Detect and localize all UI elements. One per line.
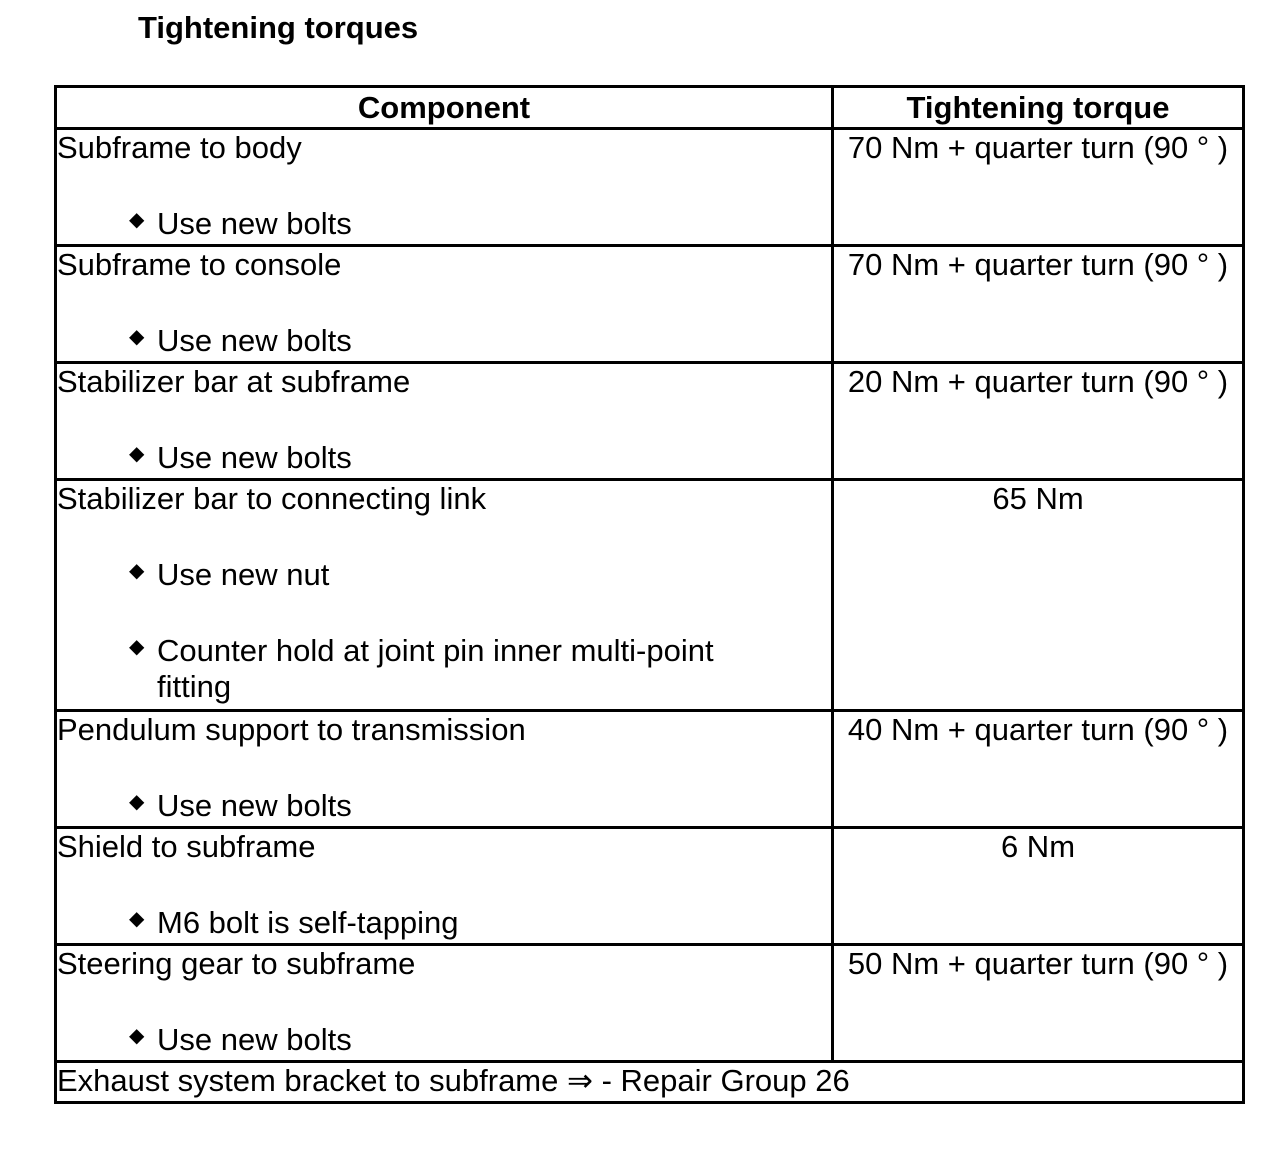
component-cell	[56, 246, 833, 363]
component-name: Subframe to body	[57, 130, 302, 165]
note-item	[57, 905, 831, 941]
torque-value: 40 Nm + quarter turn (90 ° )	[833, 711, 1244, 828]
torque-value: 6 Nm	[833, 828, 1244, 945]
component-cell	[56, 129, 833, 246]
note-text: Use new nut	[157, 557, 330, 592]
note-item	[57, 557, 831, 593]
component-cell	[56, 711, 833, 828]
component-cell	[56, 945, 833, 1062]
note-text: Use new bolts	[157, 1022, 352, 1057]
diamond-bullet-icon: ◆	[129, 1025, 145, 1047]
torque-value: 70 Nm + quarter turn (90 ° )	[833, 246, 1244, 363]
note-text: Use new bolts	[157, 206, 352, 241]
table-row	[56, 945, 1244, 1062]
footer-text: Exhaust system bracket to subframe	[57, 1063, 559, 1098]
note-text: Use new bolts	[157, 788, 352, 823]
note-text: Counter hold at joint pin inner multi-point fitting	[157, 633, 714, 704]
note-item	[57, 1022, 831, 1058]
diamond-bullet-icon: ◆	[129, 560, 145, 582]
note-item	[57, 323, 831, 359]
table-row	[56, 711, 1244, 828]
diamond-bullet-icon: ◆	[129, 791, 145, 813]
footer-cell	[56, 1062, 1244, 1103]
torque-value: 65 Nm	[833, 480, 1244, 711]
note-text: M6 bolt is self-tapping	[157, 905, 459, 940]
note-item	[57, 788, 831, 824]
diamond-bullet-icon: ◆	[129, 636, 145, 658]
table-row	[56, 246, 1244, 363]
diamond-bullet-icon: ◆	[129, 326, 145, 348]
component-name: Stabilizer bar to connecting link	[57, 481, 487, 516]
table-header-row	[56, 87, 1244, 129]
table-row	[56, 129, 1244, 246]
table-row	[56, 363, 1244, 480]
repair-group-link-text: - Repair Group 26	[601, 1063, 850, 1098]
repair-group-link[interactable]	[567, 1063, 850, 1098]
diamond-bullet-icon: ◆	[129, 209, 145, 231]
table-footer-row	[56, 1062, 1244, 1103]
header-component: Component	[56, 87, 833, 129]
component-cell	[56, 480, 833, 711]
component-name: Stabilizer bar at subframe	[57, 364, 411, 399]
table-row	[56, 828, 1244, 945]
torque-value: 50 Nm + quarter turn (90 ° )	[833, 945, 1244, 1062]
note-item	[57, 206, 831, 242]
component-cell	[56, 363, 833, 480]
note-item	[57, 440, 831, 476]
table-row	[56, 480, 1244, 711]
diamond-bullet-icon: ◆	[129, 443, 145, 465]
component-cell	[56, 828, 833, 945]
arrow-right-icon: ⇒	[567, 1063, 593, 1098]
note-item	[57, 633, 831, 705]
header-tightening-torque: Tightening torque	[833, 87, 1244, 129]
tightening-torques-table	[54, 85, 1245, 1104]
page-title: Tightening torques	[138, 10, 419, 45]
component-name: Subframe to console	[57, 247, 342, 282]
note-text: Use new bolts	[157, 323, 352, 358]
diamond-bullet-icon: ◆	[129, 908, 145, 930]
component-name: Shield to subframe	[57, 829, 316, 864]
torque-value: 70 Nm + quarter turn (90 ° )	[833, 129, 1244, 246]
note-text: Use new bolts	[157, 440, 352, 475]
component-name: Steering gear to subframe	[57, 946, 416, 981]
torque-value: 20 Nm + quarter turn (90 ° )	[833, 363, 1244, 480]
component-name: Pendulum support to transmission	[57, 712, 526, 747]
